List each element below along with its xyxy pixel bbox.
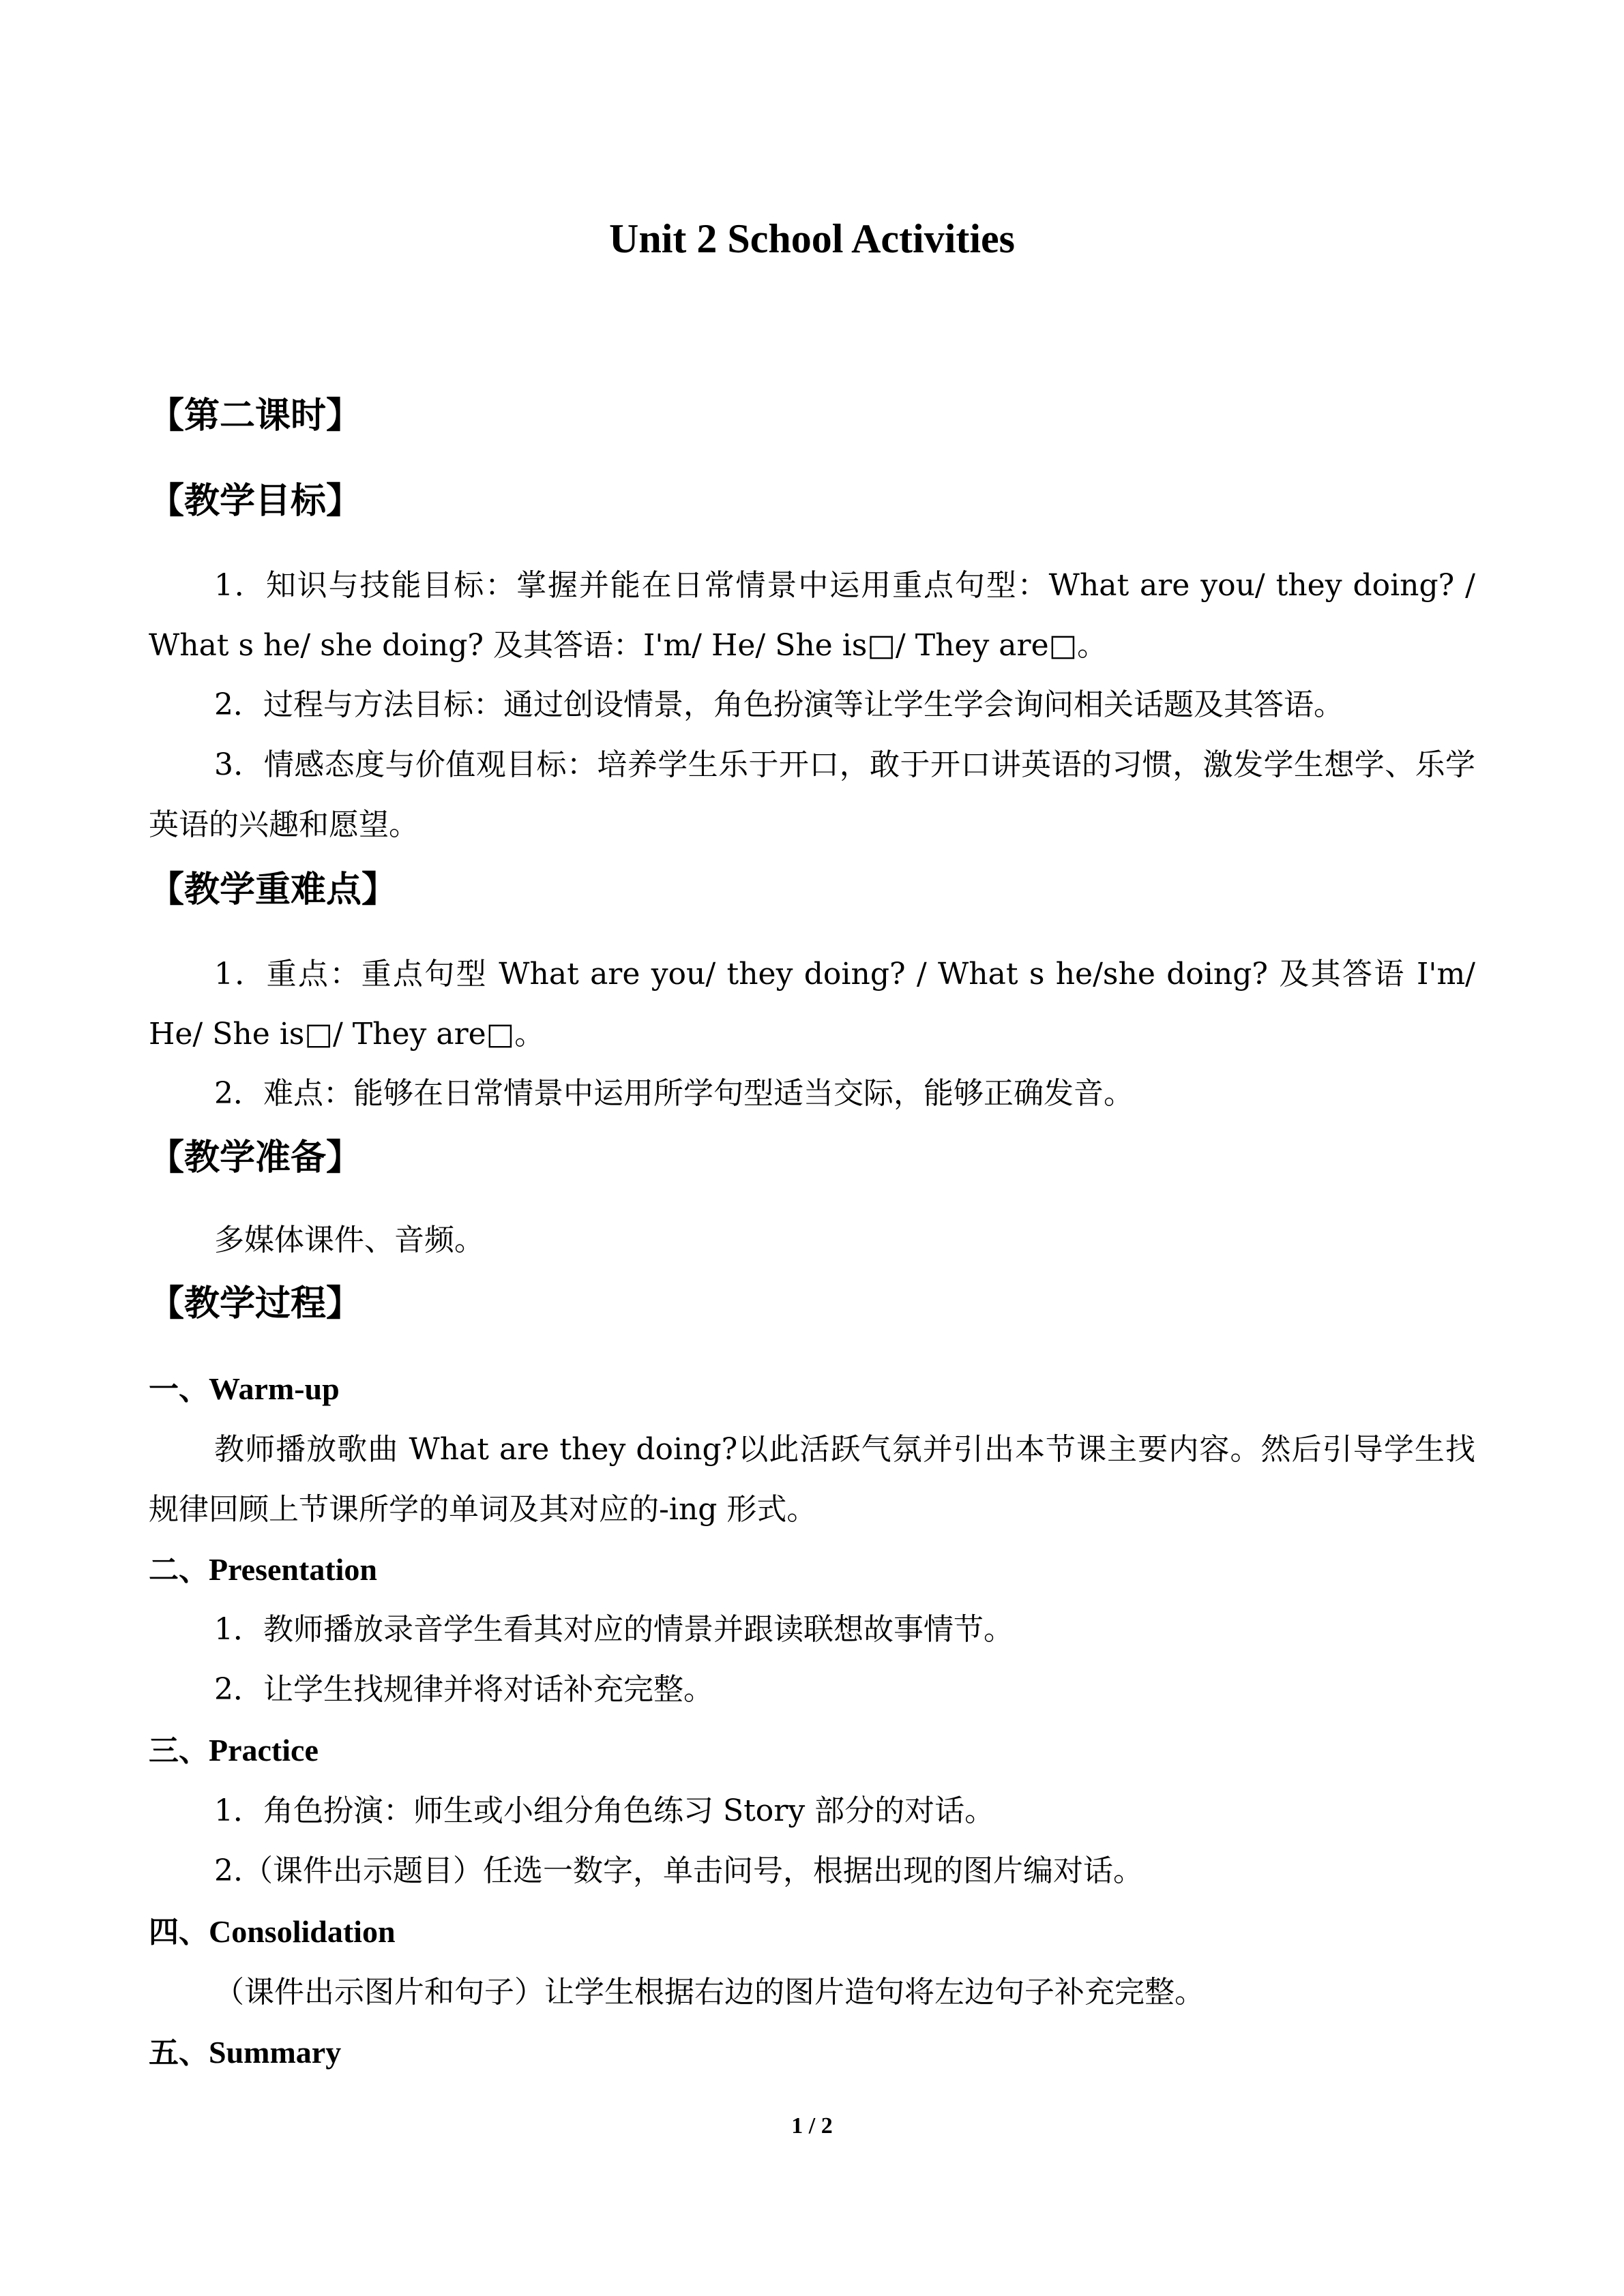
key-point-item-2: 2．难点：能够在日常情景中运用所学句型适当交际，能够正确发音。 xyxy=(214,1076,1134,1111)
section-warmup-heading xyxy=(149,1369,340,1410)
objective-item-1: 1．知识与技能目标：掌握并能在日常情景中运用重点句型：What are you/ they doing? / What s he/ she doing? 及其答语：I'm/ He/ She is□/ They are□。 xyxy=(149,568,1475,663)
section-presentation-heading xyxy=(149,1549,377,1591)
section-title: Presentation xyxy=(209,1552,378,1587)
heading-objectives: 【教学目标】 xyxy=(149,481,362,522)
section-summary-heading xyxy=(149,2032,341,2074)
presentation-item-2: 2．让学生找规律并将对话补充完整。 xyxy=(214,1672,713,1707)
heading-process: 【教学过程】 xyxy=(149,1283,362,1324)
section-number: 四、 xyxy=(149,1915,209,1950)
heading-preparation: 【教学准备】 xyxy=(149,1137,362,1178)
section-consolidation-heading xyxy=(149,1911,396,1953)
section-title: Summary xyxy=(209,2035,342,2070)
heading-lesson: 【第二课时】 xyxy=(149,396,362,436)
section-title: Warm-up xyxy=(209,1371,340,1406)
preparation-text: 多媒体课件、音频。 xyxy=(214,1223,484,1257)
section-practice-heading xyxy=(149,1730,319,1772)
warmup-text: 教师播放歌曲 What are they doing?以此活跃气氛并引出本节课主要内容。然后引导学生找规律回顾上节课所学的单词及其对应的-ing 形式。 xyxy=(149,1432,1475,1527)
consolidation-text: （课件出示图片和句子）让学生根据右边的图片造句将左边句子补充完整。 xyxy=(214,1975,1205,2010)
key-point-item-1: 1．重点：重点句型 What are you/ they doing? / What s he/she doing? 及其答语 I'm/ He/ She is□/ They are□。 xyxy=(149,957,1475,1052)
practice-item-2: 2.（课件出示题目）任选一数字，单击问号，根据出现的图片编对话。 xyxy=(214,1853,1143,1888)
section-title: Practice xyxy=(209,1733,319,1768)
presentation-item-1: 1．教师播放录音学生看其对应的情景并跟读联想故事情节。 xyxy=(214,1612,1014,1647)
section-title: Consolidation xyxy=(209,1914,396,1949)
page-number: 1 / 2 xyxy=(791,2113,833,2138)
heading-key-points: 【教学重难点】 xyxy=(149,869,398,910)
section-number: 二、 xyxy=(149,1553,209,1587)
section-number: 三、 xyxy=(149,1733,209,1768)
section-number: 一、 xyxy=(149,1372,209,1407)
document-title: Unit 2 School Activities xyxy=(609,216,1015,261)
objective-item-2: 2．过程与方法目标：通过创设情景，角色扮演等让学生学会询问相关话题及其答语。 xyxy=(214,687,1344,722)
practice-item-1: 1．角色扮演：师生或小组分角色练习 Story 部分的对话。 xyxy=(214,1793,995,1828)
objective-item-3: 3．情感态度与价值观目标：培养学生乐于开口，敢于开口讲英语的习惯，激发学生想学、乐学英语的兴趣和愿望。 xyxy=(149,747,1475,842)
section-number: 五、 xyxy=(149,2036,209,2070)
